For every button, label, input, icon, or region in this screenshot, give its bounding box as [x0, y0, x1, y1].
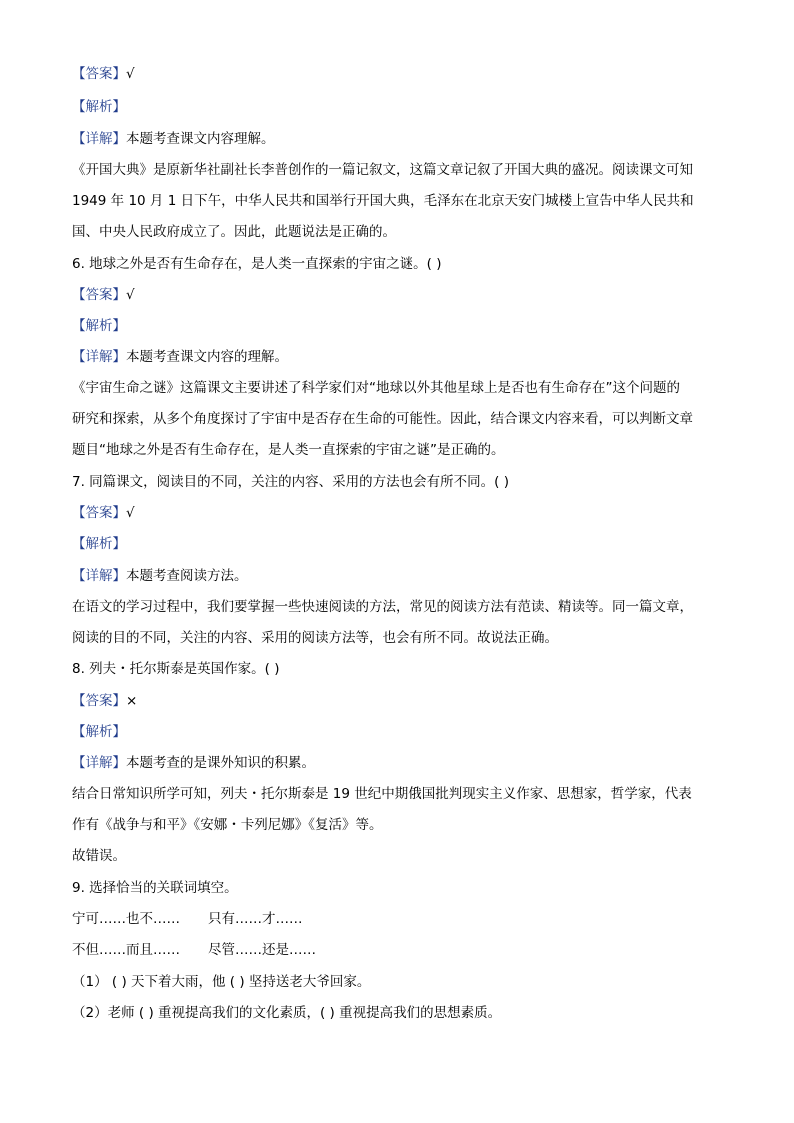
- analysis-tag: 【解析】: [72, 724, 126, 740]
- answer-value: √: [126, 287, 135, 303]
- detail-line: [72, 129, 732, 149]
- answer-tag: 【答案】: [72, 505, 126, 521]
- options-row: [72, 909, 732, 929]
- option: 尽管……还是……: [208, 942, 316, 958]
- analysis-tag: 【解析】: [72, 99, 126, 115]
- detail-text: 本题考查的是课外知识的积累。: [126, 755, 315, 771]
- answer-line: [72, 285, 732, 305]
- body-text: 结合日常知识所学可知，列夫・托尔斯泰是 19 世纪中期俄国批判现实主义作家、思想家，哲学家，代表: [72, 786, 692, 802]
- body-text: 1949 年 10 月 1 日下午，中华人民共和国举行开国大典，毛泽东在北京天安门城楼上宣告中华人民共和: [72, 193, 694, 209]
- answer-line: [72, 64, 732, 84]
- option: 宁可……也不……: [72, 911, 180, 927]
- options-row: [72, 940, 732, 960]
- answer-value: √: [126, 66, 135, 82]
- fill-item-2: （2）老师 ( ) 重视提高我们的文化素质，( ) 重视提高我们的思想素质。: [72, 1005, 502, 1021]
- answer-tag: 【答案】: [72, 287, 126, 303]
- detail-tag: 【详解】: [72, 349, 126, 365]
- answer-tag: 【答案】: [72, 66, 126, 82]
- body-text: 阅读的目的不同，关注的内容、采用的阅读方法等，也会有所不同。故说法正确。: [72, 630, 558, 646]
- fill-item-1: （1） ( ) 天下着大雨，他 ( ) 坚持送老大爷回家。: [72, 974, 371, 990]
- answer-line: [72, 503, 732, 523]
- option: 只有……才……: [208, 911, 303, 927]
- answer-tag: 【答案】: [72, 693, 126, 709]
- option: 不但……而且……: [72, 942, 180, 958]
- body-text: 《宇宙生命之谜》这篇课文主要讲述了科学家们对“地球以外其他星球上是否也有生命存在”这个问题的: [72, 380, 680, 396]
- body-text: 《开国大典》是原新华社副社长李普创作的一篇记叙文，这篇文章记叙了开国大典的盛况。阅读课文可知: [72, 162, 693, 178]
- body-text: 故错误。: [72, 848, 126, 864]
- body-text: 题目“地球之外是否有生命存在，是人类一直探索的宇宙之谜”是正确的。: [72, 442, 505, 458]
- analysis-tag: 【解析】: [72, 318, 126, 334]
- body-text: 在语文的学习过程中，我们要掌握一些快速阅读的方法，常见的阅读方法有范读、精读等。同一篇文章，: [72, 599, 693, 615]
- answer-value: √: [126, 505, 135, 521]
- detail-text: 本题考查课文内容的理解。: [126, 349, 288, 365]
- question-6: 6. 地球之外是否有生命存在，是人类一直探索的宇宙之谜。( ): [72, 256, 442, 272]
- detail-line: [72, 566, 732, 586]
- detail-text: 本题考查课文内容理解。: [126, 131, 275, 147]
- answer-value: ×: [126, 693, 138, 709]
- detail-tag: 【详解】: [72, 131, 126, 147]
- answer-line: [72, 691, 732, 711]
- detail-tag: 【详解】: [72, 568, 126, 584]
- body-text: 作有《战争与和平》《安娜・卡列尼娜》《复活》等。: [72, 817, 383, 833]
- question-8: 8. 列夫・托尔斯泰是英国作家。( ): [72, 661, 280, 677]
- detail-tag: 【详解】: [72, 755, 126, 771]
- question-7: 7. 同篇课文，阅读目的不同，关注的内容、采用的方法也会有所不同。( ): [72, 474, 509, 490]
- body-text: 研究和探索，从多个角度探讨了宇宙中是否存在生命的可能性。因此，结合课文内容来看，可以判断文章: [72, 411, 693, 427]
- detail-text: 本题考查阅读方法。: [126, 568, 248, 584]
- body-text: 国、中央人民政府成立了。因此，此题说法是正确的。: [72, 224, 396, 240]
- detail-line: [72, 347, 732, 367]
- analysis-tag: 【解析】: [72, 536, 126, 552]
- detail-line: [72, 753, 732, 773]
- question-9: 9. 选择恰当的关联词填空。: [72, 880, 238, 896]
